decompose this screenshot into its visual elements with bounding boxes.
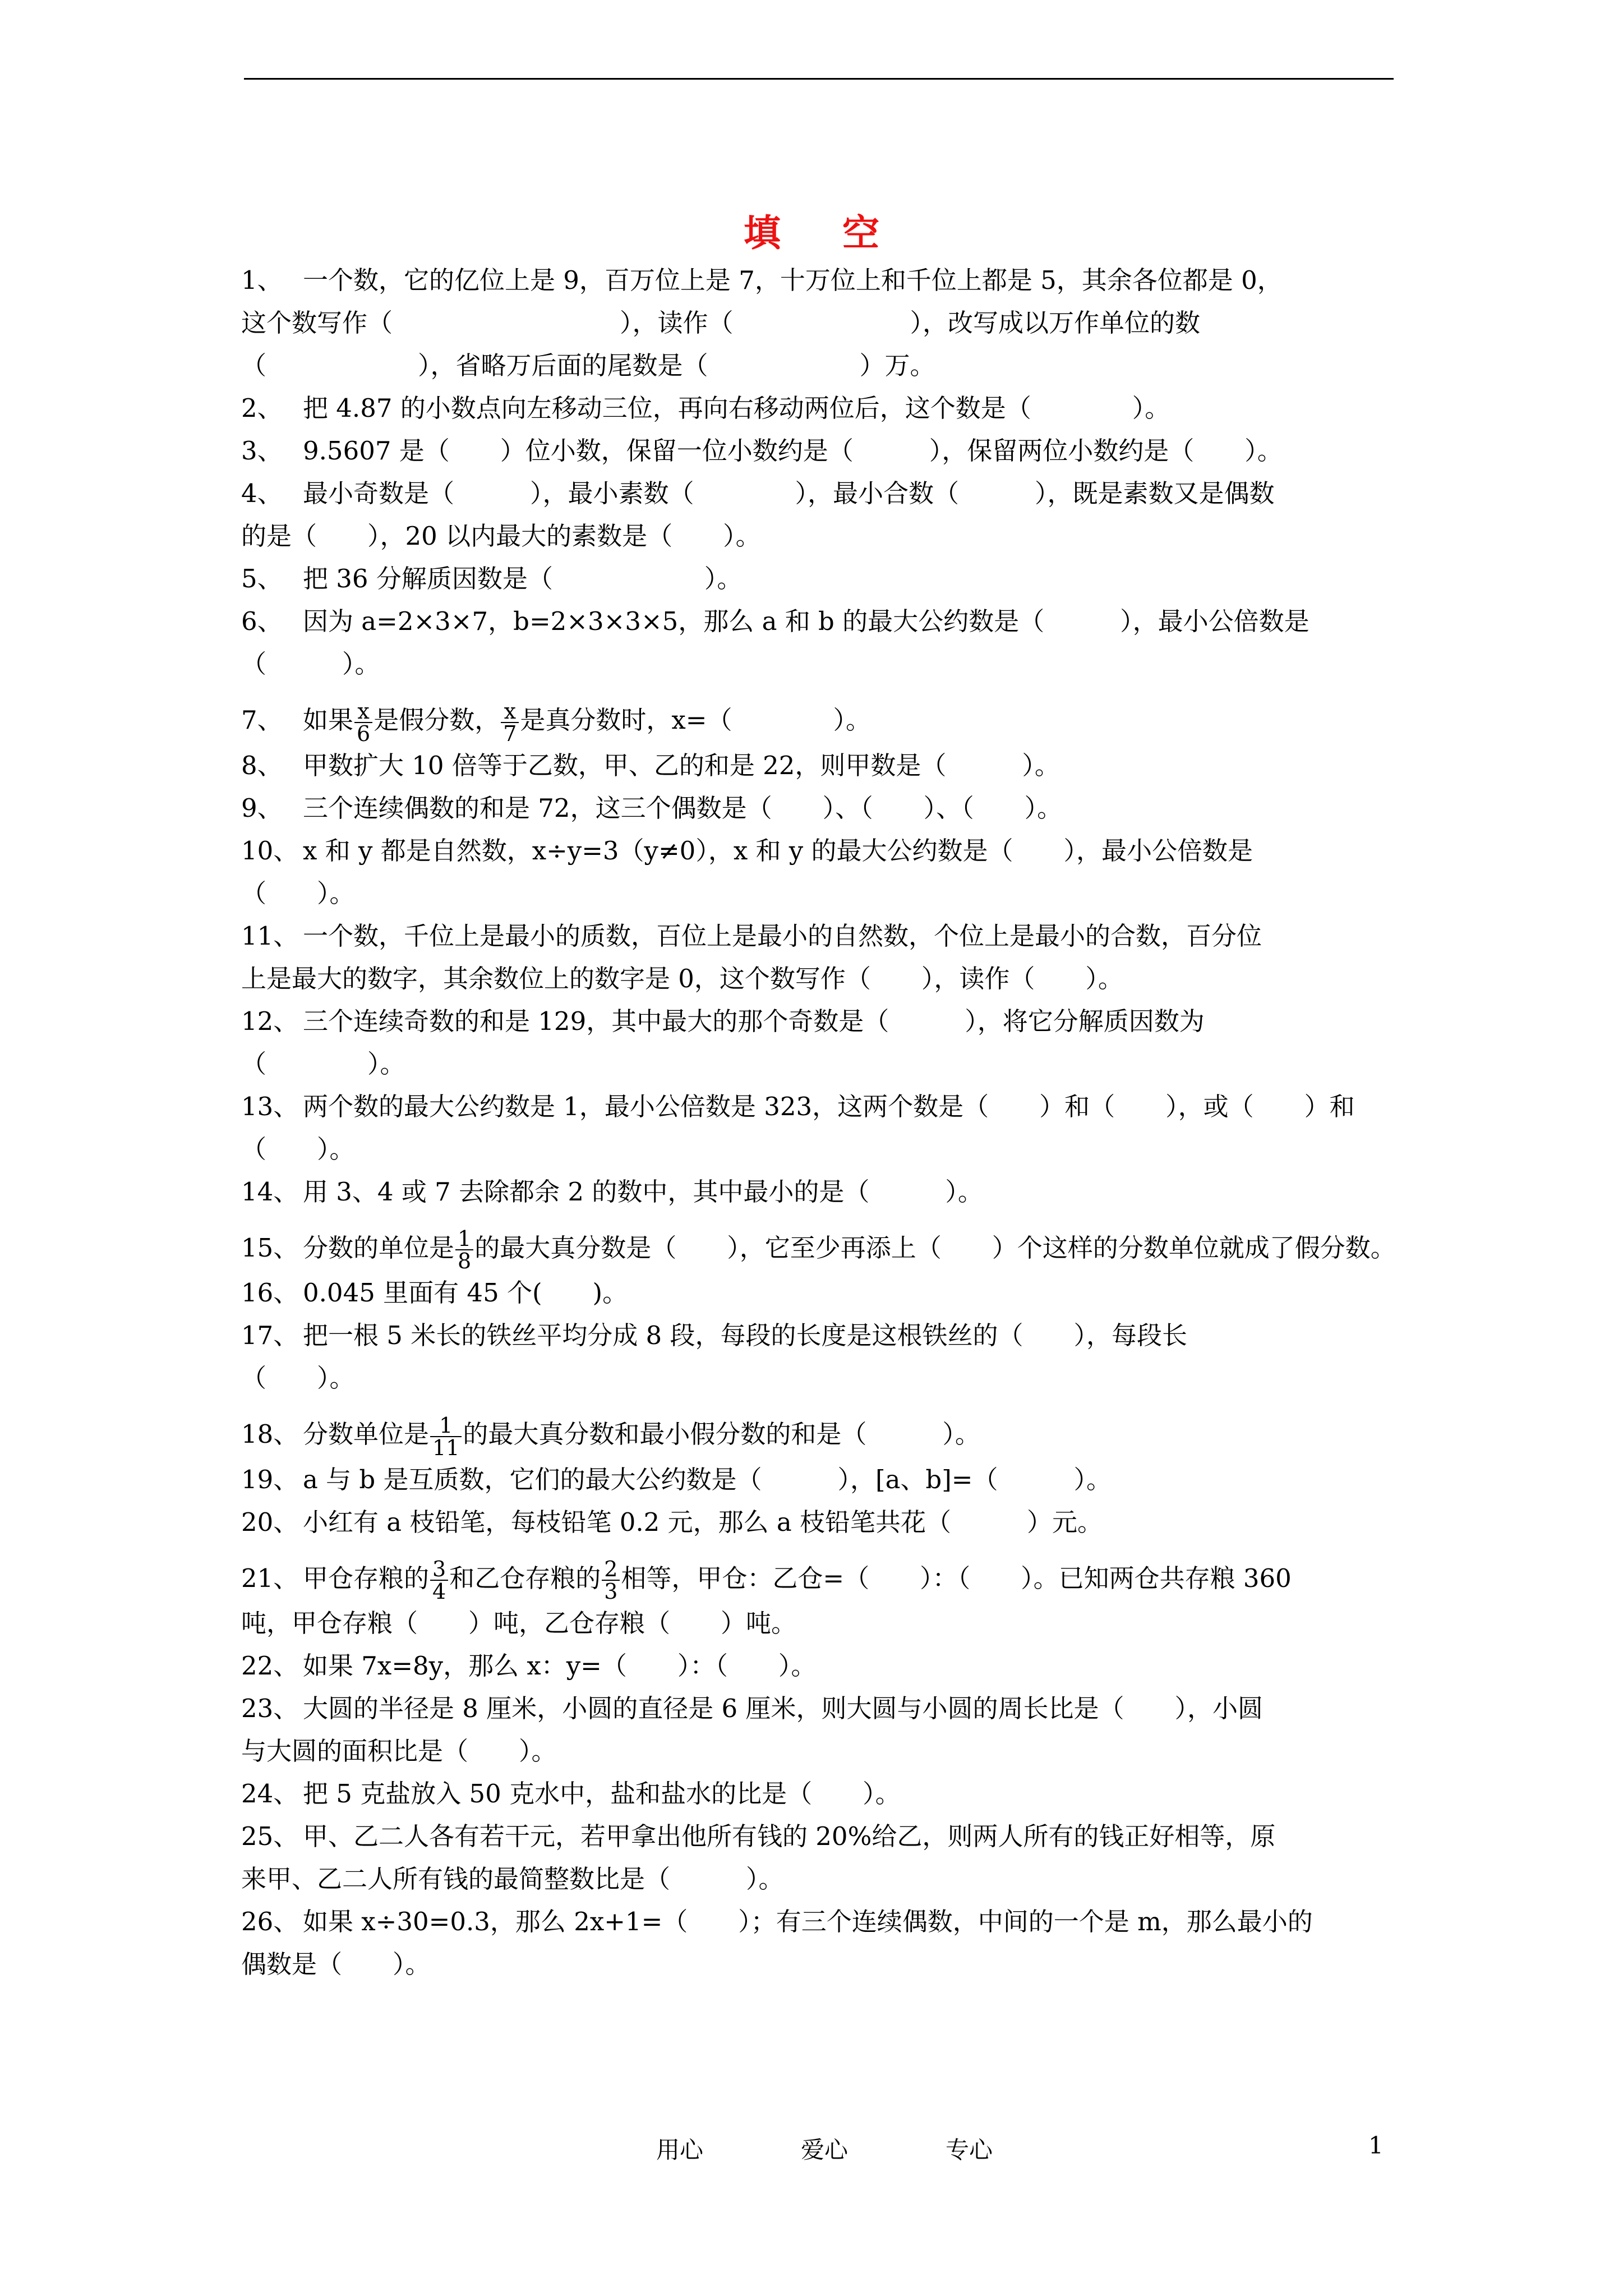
page-title — [0, 208, 1623, 258]
question-3: 3、 9.5607 是（ ）位小数，保留一位小数约是（ ），保留两位小数约是（ ）。 — [241, 436, 1283, 466]
question-15: 15、 分数的单位是 $\frac{1}{8}$ 的最大真分数是（ ），它至少再添上（ ）个这样的分数单位就成了假分数。 — [241, 1226, 1396, 1273]
question-8: 8、 甲数扩大 10 倍等于乙数，甲、乙的和是 22，则甲数是（ ）。 — [241, 750, 1060, 780]
motto-item: 用心 — [656, 2136, 704, 2164]
question-2: 2、 把 4.87 的小数点向左移动三位，再向右移动两位后，这个数是（ ）。 — [241, 393, 1170, 423]
question-20: 20、 小红有 a 枝铅笔，每枝铅笔 0.2 元，那么 a 枝铅笔共花（ ）元。 — [241, 1507, 1103, 1537]
page-number: 1 — [1368, 2132, 1384, 2159]
question-25: 25、 甲、乙二人各有若干元，若甲拿出他所有钱的 20%给乙，则两人所有的钱正好相等，原 来甲、乙二人所有钱的最简整数比是（ ）。 — [241, 1821, 1276, 1894]
question-16: 16、 0.045 里面有 45 个( )。 — [241, 1278, 628, 1308]
fraction-3-over-4: $\frac{3}{4}$ — [430, 1558, 448, 1602]
question-17: 17、 把一根 5 米长的铁丝平均分成 8 段，每段的长度是这根铁丝的（ ），每段长 （ ）。 — [241, 1320, 1187, 1393]
question-24: 24、 把 5 克盐放入 50 克水中，盐和盐水的比是（ ）。 — [241, 1779, 901, 1809]
question-10: 10、 x 和 y 都是自然数，x÷y=3（y≠0），x 和 y 的最大公约数是（ ），最小公倍数是 （ ）。 — [241, 835, 1253, 908]
question-list — [241, 259, 1419, 1986]
header-rule — [244, 78, 1394, 80]
fraction-x-over-6: $\frac{x}{6}$ — [354, 701, 372, 744]
question-14: 14、 用 3、4 或 7 去除都余 2 的数中，其中最小的是（ ）。 — [241, 1176, 983, 1207]
question-18: 18、 分数单位是 $\frac{1}{11}$ 的最大真分数和最小假分数的和是（ ）。 — [241, 1412, 980, 1460]
question-19: 19、 a 与 b 是互质数，它们的最大公约数是（ ），[a、b]=（ ）。 — [241, 1464, 1112, 1494]
question-4: 4、 最小奇数是（ ），最小素数（ ），最小合数（ ），既是素数又是偶数 的是（ ），20 以内最大的素数是（ ）。 — [241, 478, 1275, 551]
fraction-1-over-11: $\frac{1}{11}$ — [430, 1415, 462, 1458]
fraction-1-over-8: $\frac{1}{8}$ — [455, 1228, 473, 1272]
question-23: 23、 大圆的半径是 8 厘米，小圆的直径是 6 厘米，则大圆与小圆的周长比是（ ），小圆 与大圆的面积比是（ ）。 — [241, 1694, 1263, 1766]
question-5: 5、 把 36 分解质因数是（ ）。 — [241, 564, 743, 593]
motto-item: 爱心 — [800, 2136, 848, 2164]
footer-motto — [656, 2132, 993, 2165]
title-char-1: 填 — [744, 211, 781, 255]
question-12: 12、 三个连续奇数的和是 129，其中最大的那个奇数是（ ），将它分解质因数为 （ ）。 — [241, 1006, 1205, 1079]
question-26: 26、 如果 x÷30=0.3，那么 2x+1=（ ）；有三个连续偶数，中间的一个是 m，那么最小的 偶数是（ ）。 — [241, 1907, 1313, 1979]
motto-item: 专心 — [945, 2136, 993, 2164]
question-22: 22、 如果 7x=8y，那么 x：y=（ ）：（ ）。 — [241, 1651, 817, 1681]
question-13: 13、 两个数的最大公约数是 1，最小公倍数是 323，这两个数是（ ）和（ ），或（ ）和 （ ）。 — [241, 1091, 1355, 1164]
question-7: 7、 如果 $\frac{x}{6}$ 是假分数， $\frac{x}{7}$ 是真分数时，x=（ ）。 — [241, 698, 871, 746]
question-9: 9、 三个连续偶数的和是 72，这三个偶数是（ ）、（ ）、（ ）。 — [241, 793, 1063, 823]
fraction-x-over-7: $\frac{x}{7}$ — [501, 701, 519, 744]
question-1: 1、 一个数，它的亿位上是 9，百万位上是 7，十万位上和千位上都是 5，其余各位都是 0， 这个数写作（ ），读作（ ），改写成以万作单位的数 （ ），省略万后面的尾数是（ ）万。 — [241, 265, 1283, 380]
question-21: 21、 甲仓存粮的 $\frac{3}{4}$ 和乙仓存粮的 $\frac{2}{3}$ 相等，甲仓：乙仓=（ ）：（ ）。已知两仓共存粮 360 吨，甲仓存粮（ ）吨，乙仓存粮（ ）吨。 — [241, 1557, 1292, 1638]
question-11: 11、 一个数，千位上是最小的质数，百位上是最小的自然数，个位上是最小的合数，百分位 上是最大的数字，其余数位上的数字是 0，这个数写作（ ），读作（ ）。 — [241, 921, 1262, 993]
question-6: 6、 因为 a=2×3×7，b=2×3×3×5，那么 a 和 b 的最大公约数是（ ），最小公倍数是 （ ）。 — [241, 606, 1310, 679]
fraction-2-over-3: $\frac{2}{3}$ — [602, 1558, 620, 1602]
title-char-2: 空 — [842, 211, 879, 255]
